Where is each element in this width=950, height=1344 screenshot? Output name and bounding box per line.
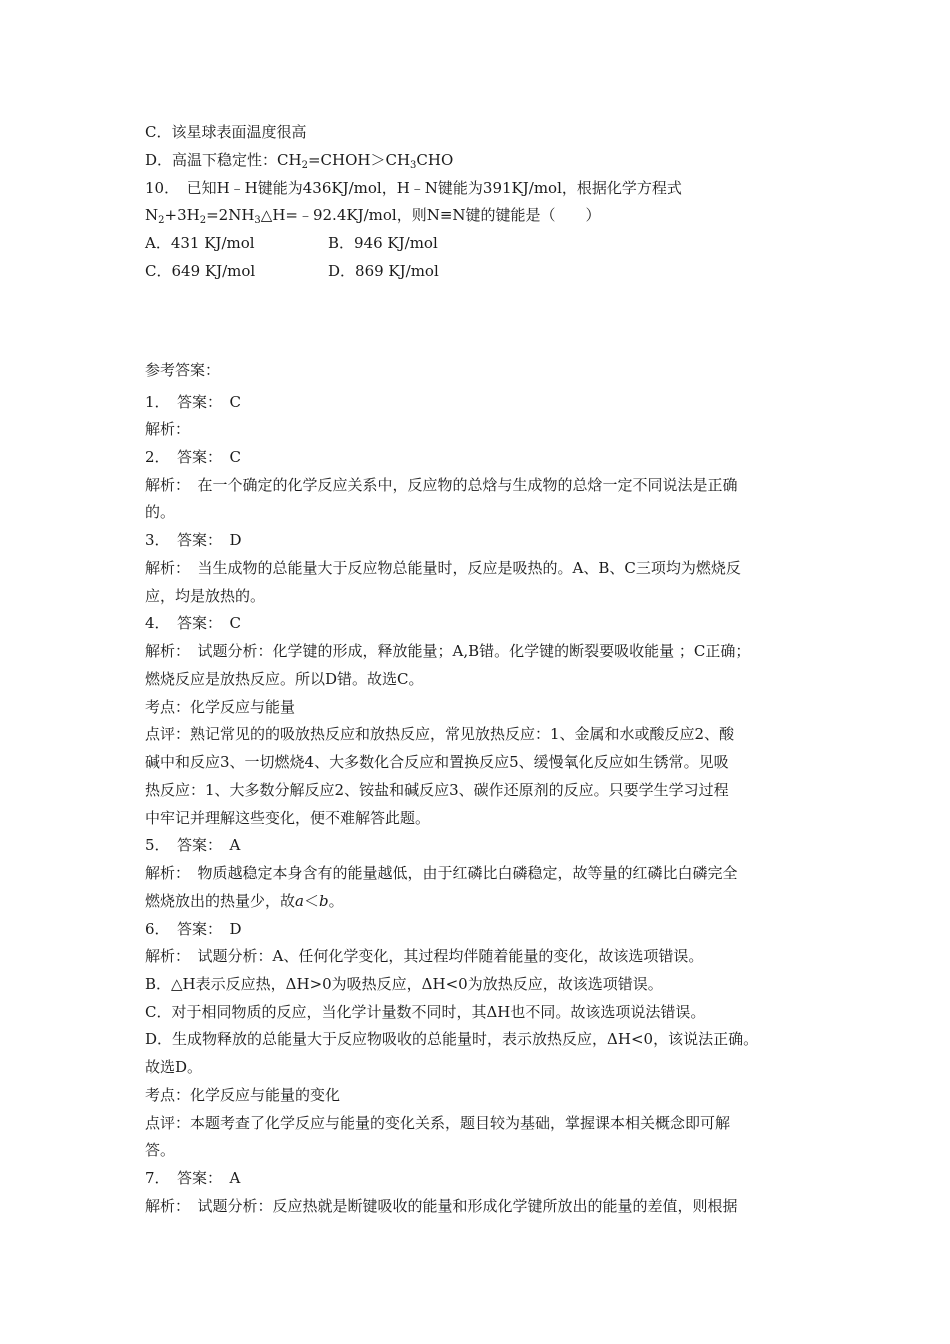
- answer-5: 5． 答案： A: [145, 836, 241, 854]
- answer-1-explanation: 解析：: [145, 420, 191, 438]
- document-page: [145, 0, 810, 1344]
- answer-5-explanation: 解析： 物质越稳定本身含有的能量越低，由于红磷比白磷稳定，故等量的红磷比白磷完全: [145, 864, 738, 882]
- answer-6-explanation-b: B．△H表示反应热，ΔH>0为吸热反应，ΔH<0为放热反应，故该选项错误。: [145, 975, 663, 993]
- question-10-options-row2: [145, 261, 439, 281]
- option-b: B．946 KJ/mol: [328, 234, 438, 252]
- answer-6-explanation-d: D．生成物释放的总能量大于反应物吸收的总能量时，表示放热反应，ΔH<0，该说法正确。: [145, 1030, 759, 1048]
- option-d-text: D．高温下稳定性：$CH_2=CHOH>CH_3CHO$: [145, 151, 454, 171]
- answer-3-explanation: 解析： 当生成物的总能量大于反应物总能量时，反应是吸热的。A、B、C三项均为燃烧反: [145, 559, 741, 577]
- answer-3: 3． 答案： D: [145, 531, 242, 549]
- question-10-stem: 10． 已知H﹣H键能为436KJ/mol，H﹣N键能为391KJ/mol，根据化学方程式: [145, 179, 682, 197]
- answer-7: 7． 答案： A: [145, 1169, 241, 1187]
- answer-6-explanation-c: C．对于相同物质的反应，当化学计量数不同时，其ΔH也不同。故该选项说法错误。: [145, 1003, 706, 1021]
- answer-4-comment-cont1: 碱中和反应3、一切燃烧4、大多数化合反应和置换反应5、缓慢氧化反应如生锈常。见吸: [145, 753, 729, 771]
- answer-7-explanation: 解析： 试题分析：反应热就是断键吸收的能量和形成化学键所放出的能量的差值，则根据: [145, 1197, 738, 1215]
- answer-3-explanation-cont: 应，均是放热的。: [145, 587, 266, 605]
- answer-6: 6． 答案： D: [145, 920, 242, 938]
- option-c: C．649 KJ/mol: [145, 262, 256, 280]
- answer-2: 2． 答案： C: [145, 448, 242, 466]
- answer-4-comment: 点评：熟记常见的的吸放热反应和放热反应，常见放热反应：1、金属和水或酸反应2、酸: [145, 725, 735, 743]
- answer-4-comment-cont2: 热反应：1、大多数分解反应2、铵盐和碱反应3、碳作还原剂的反应。只要学生学习过程: [145, 781, 729, 799]
- answer-6-topic: 考点：化学反应与能量的变化: [145, 1086, 341, 1104]
- question-10-options-row1: [145, 233, 438, 253]
- answer-1: 1． 答案： C: [145, 393, 242, 411]
- option-c-text: C．该星球表面温度很高: [145, 123, 307, 141]
- answer-2-explanation: 解析： 在一个确定的化学反应关系中，反应物的总焓与生成物的总焓一定不同说法是正确: [145, 476, 738, 494]
- answer-2-explanation-cont: 的。: [145, 503, 176, 521]
- answer-5-explanation-cont: 燃烧放出的热量少，故a＜b。: [145, 892, 344, 910]
- option-d: D．869 KJ/mol: [328, 262, 439, 280]
- answer-6-comment: 点评：本题考查了化学反应与能量的变化关系，题目较为基础，掌握课本相关概念即可解: [145, 1114, 731, 1132]
- answers-heading: 参考答案：: [145, 361, 221, 379]
- answer-6-conclusion: 故选D。: [145, 1058, 203, 1076]
- answer-4-explanation: 解析： 试题分析：化学键的形成，释放能量；A,B错。化学键的断裂要吸收能量 ；C正确；: [145, 642, 751, 660]
- answer-4-topic: 考点：化学反应与能量: [145, 698, 296, 716]
- option-a: A．431 KJ/mol: [145, 234, 255, 252]
- answer-4: 4． 答案： C: [145, 614, 242, 632]
- question-10-equation: $N_2+3H_2=2NH_3\triangle H=﹣92.4KJ$/mol，则N≡N键的键能是（ ）: [145, 206, 601, 226]
- answer-6-comment-cont: 答。: [145, 1141, 176, 1159]
- answer-4-comment-cont3: 中牢记并理解这些变化，便不难解答此题。: [145, 809, 431, 827]
- answer-4-explanation-cont: 燃烧反应是放热反应。所以D错。故选C。: [145, 670, 424, 688]
- answer-6-explanation: 解析： 试题分析：A、任何化学变化，其过程均伴随着能量的变化，故该选项错误。: [145, 947, 704, 965]
